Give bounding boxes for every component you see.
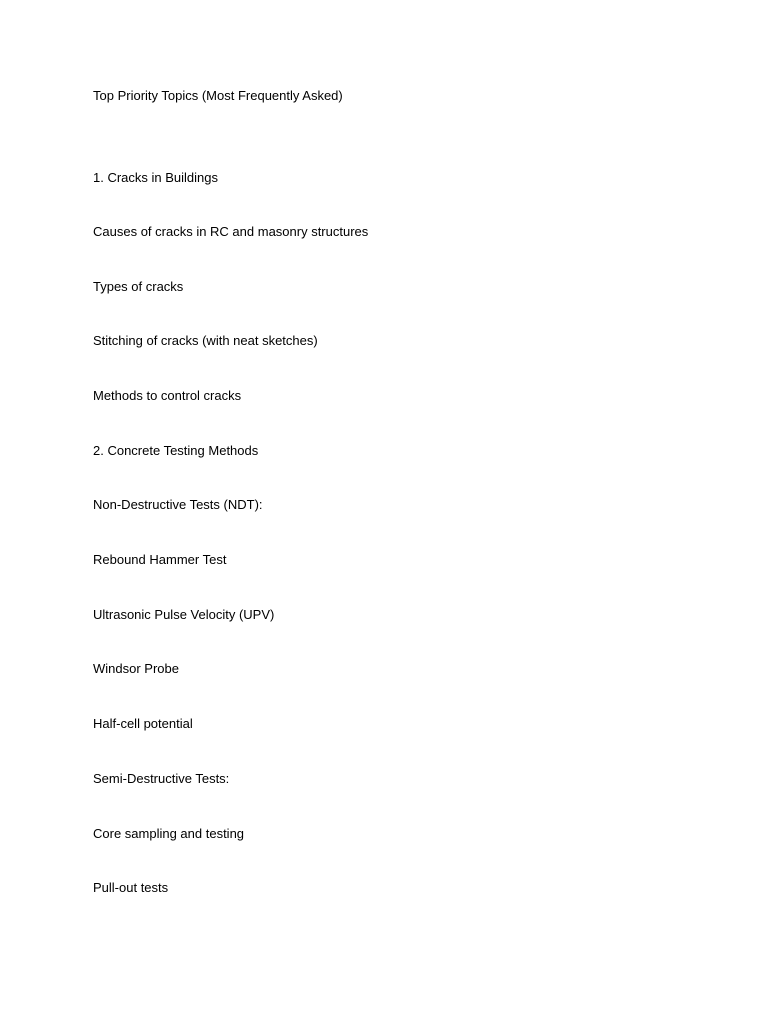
section-title-cracks: 1. Cracks in Buildings <box>93 170 218 185</box>
text-line: Methods to control cracks <box>93 388 242 403</box>
text-line: Ultrasonic Pulse Velocity (UPV) <box>93 607 275 622</box>
text-line: Stitching of cracks (with neat sketches) <box>93 333 318 348</box>
subsection-title-semi-destructive: Semi-Destructive Tests: <box>93 771 230 786</box>
section-title-testing: 2. Concrete Testing Methods <box>93 443 259 458</box>
text-line: Core sampling and testing <box>93 826 245 841</box>
text-line: Types of cracks <box>93 279 184 294</box>
subsection-title-ndt: Non-Destructive Tests (NDT): <box>93 497 263 512</box>
text-line: Rebound Hammer Test <box>93 552 227 567</box>
text-line: Causes of cracks in RC and masonry structures <box>93 224 369 239</box>
text-line: Pull-out tests <box>93 880 169 895</box>
text-line: Half-cell potential <box>93 716 193 731</box>
text-line: Windsor Probe <box>93 661 179 676</box>
document-heading: Top Priority Topics (Most Frequently Asked) <box>93 88 343 103</box>
